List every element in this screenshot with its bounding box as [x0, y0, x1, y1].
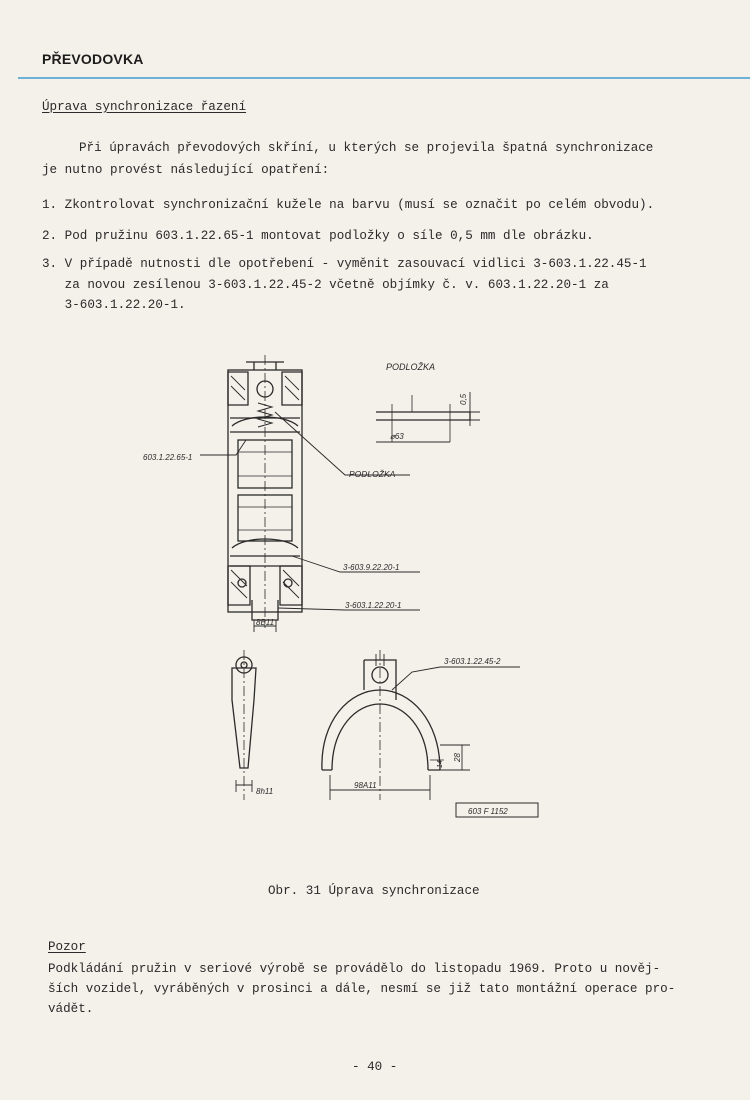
label-dim-98a11: 98A11: [354, 781, 377, 790]
note-line-3: vádět.: [48, 1002, 94, 1016]
list-item-3-line-2: za novou zesílenou 3-603.1.22.45-2 včetně objímky č. v. 603.1.22.20-1 za: [42, 278, 609, 292]
list-item-3-line-1: 3. V případě nutnosti dle opotřebení - vyměnit zasouvací vidlici 3-603.1.22.45-1: [42, 257, 647, 271]
label-podlozka-top: PODLOŽKA: [386, 362, 436, 372]
label-dim-28: 28: [453, 753, 462, 762]
note-line-1: Podkládání pružin v seriové výrobě se provádělo do listopadu 1969. Proto u nověj-: [48, 962, 661, 976]
header-rule: [18, 77, 750, 79]
figure-caption: Obr. 31 Úprava synchronizace: [268, 884, 480, 898]
label-dim-thickness: 0,5: [459, 393, 468, 405]
section-title: Úprava synchronizace řazení: [42, 100, 247, 114]
label-podlozka-side: PODLOŽKA: [349, 469, 396, 479]
page-header-title: PŘEVODOVKA: [42, 51, 144, 67]
label-dim-8h11: 8h11: [256, 787, 274, 796]
label-part-fork: 3-603.1.22.45-2: [444, 657, 501, 666]
assembly-section-view: [200, 355, 420, 632]
label-drawing-number: 603 F 1152: [468, 807, 508, 816]
note-title: Pozor: [48, 940, 86, 954]
synchronization-drawing: [0, 340, 750, 840]
fork-side-view: [232, 650, 256, 800]
label-dim-diameter: ⌀63: [390, 432, 404, 441]
label-part-collar: 3-603.1.22.20-1: [345, 601, 402, 610]
page-number: - 40 -: [352, 1060, 398, 1074]
fork-front-view: [322, 650, 538, 817]
label-part-spring: 603.1.22.65-1: [143, 453, 193, 462]
label-dim-14: 14: [437, 760, 444, 768]
list-item-2: 2. Pod pružinu 603.1.22.65-1 montovat podložky o síle 0,5 mm dle obrázku.: [42, 229, 594, 243]
intro-line-1: Při úpravách převodových skříní, u kterých se projevila špatná synchronizace: [79, 141, 654, 155]
label-dim-8b11: 8B11: [256, 618, 275, 627]
list-item-3-line-3: 3-603.1.22.20-1.: [42, 298, 186, 312]
list-item-1: 1. Zkontrolovat synchronizační kužele na barvu (musí se označit po celém obvodu).: [42, 198, 655, 212]
label-part-sleeve: 3-603.9.22.20-1: [343, 563, 400, 572]
intro-line-2: je nutno provést následující opatření:: [42, 163, 330, 177]
note-line-2: ších vozidel, vyráběných v prosinci a dále, nesmí se již tato montážní operace pro-: [48, 982, 676, 996]
